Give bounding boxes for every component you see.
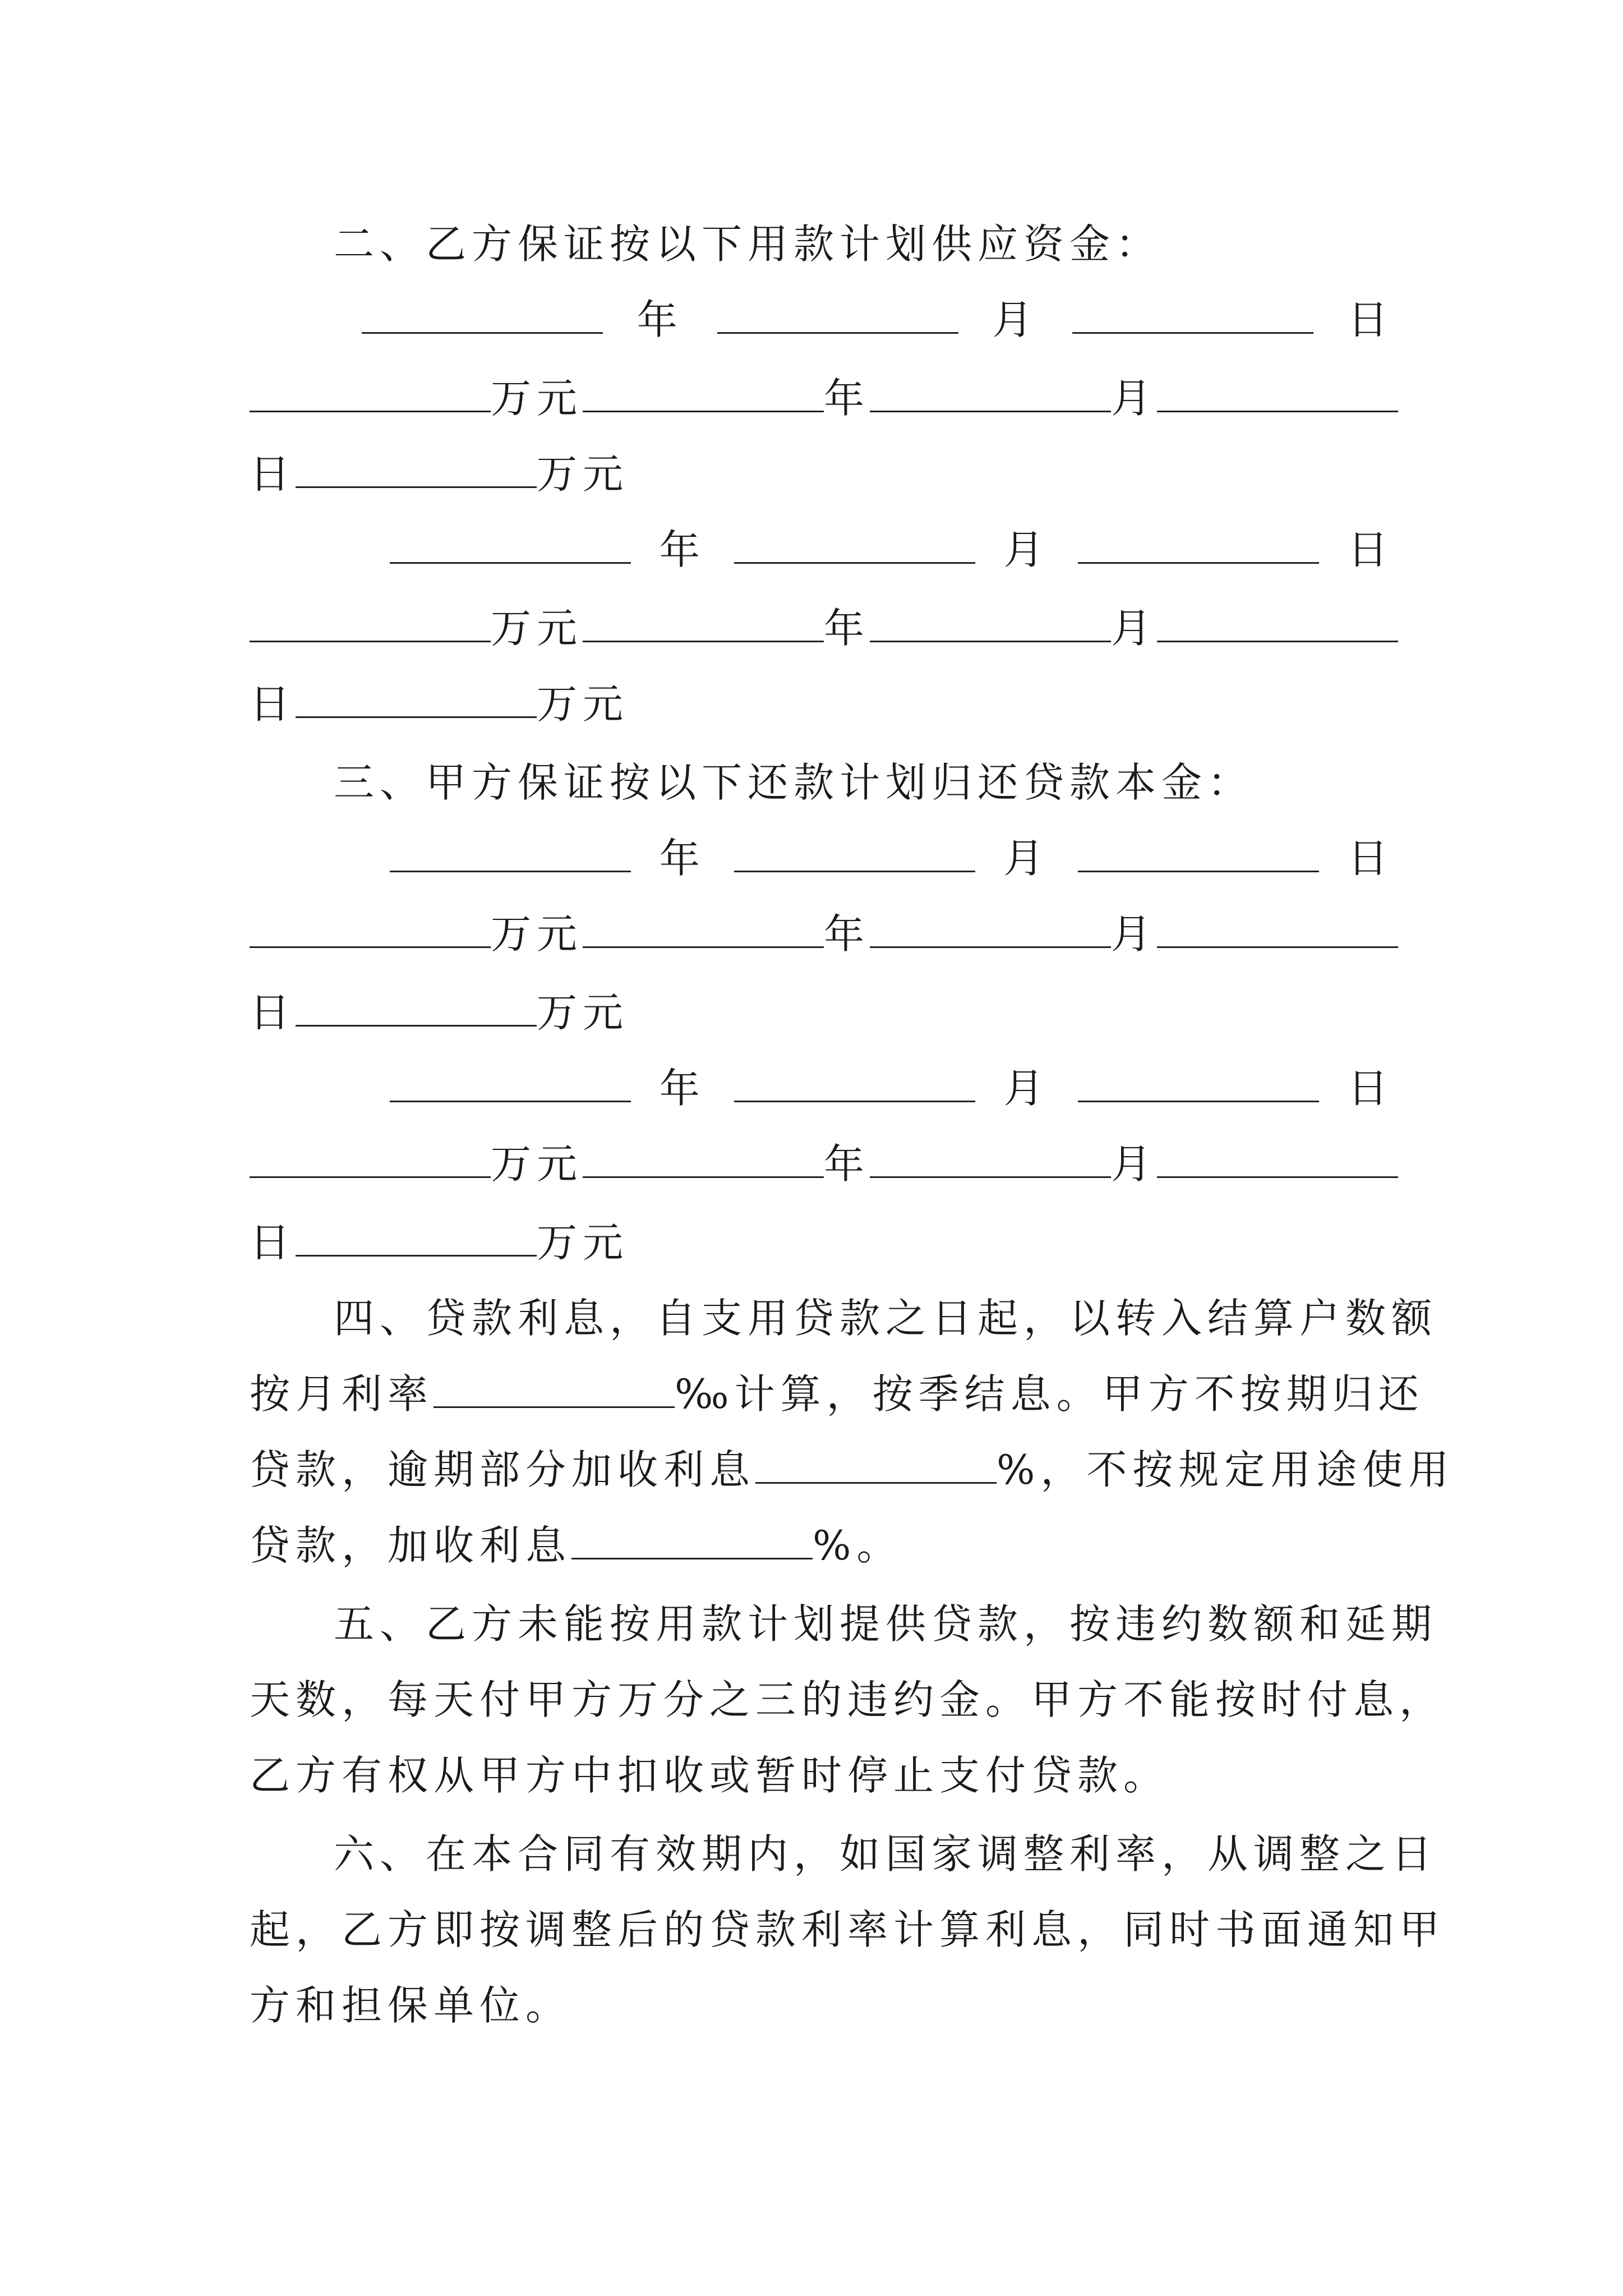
unit-year: 年 <box>824 910 870 958</box>
schedule-row <box>250 443 1394 505</box>
schedule-row <box>250 519 1394 581</box>
unit-day: 日 <box>1347 526 1394 573</box>
unit-month: 月 <box>1003 526 1050 573</box>
schedule-row <box>250 903 1394 965</box>
blank-field[interactable] <box>1157 1142 1398 1178</box>
section-6-text: 六、在本合同有效期内，如国家调整利率，从调整之日 <box>334 1830 1438 1878</box>
unit-year: 年 <box>659 526 706 573</box>
unit-month: 月 <box>1111 1140 1158 1188</box>
section-4-line <box>250 1439 1455 1501</box>
blank-field[interactable] <box>870 1142 1111 1178</box>
section-5-text: 天数，每天付甲方万分之三的违约金。甲方不能按时付息， <box>250 1676 1446 1723</box>
blank-field[interactable] <box>734 1066 975 1102</box>
blank-field[interactable] <box>583 606 824 642</box>
unit-year: 年 <box>824 1140 870 1188</box>
unit-month: 月 <box>1111 910 1158 958</box>
blank-field[interactable] <box>362 297 603 334</box>
blank-field[interactable] <box>390 527 631 564</box>
misuse-interest-field[interactable] <box>571 1523 813 1559</box>
blank-field[interactable] <box>296 452 537 488</box>
unit-month: 月 <box>1003 1065 1050 1112</box>
blank-field[interactable] <box>1072 297 1313 334</box>
section-2-heading-text: 二、乙方保证按以下用款计划供应资金： <box>334 220 1162 268</box>
section-6-line <box>250 1899 1446 1961</box>
schedule-row <box>250 1057 1394 1119</box>
section-6-text: 起，乙方即按调整后的贷款利率计算利息，同时书面通知甲 <box>250 1906 1446 1953</box>
section-4-line <box>250 1363 1424 1425</box>
blank-field[interactable] <box>1157 376 1398 412</box>
unit-day: 日 <box>1347 296 1394 343</box>
blank-field[interactable] <box>250 606 491 642</box>
section-4-line <box>250 1515 1394 1576</box>
unit-wan-yuan: 万元 <box>491 605 583 652</box>
section-5-line <box>250 1593 1478 1655</box>
blank-field[interactable] <box>296 1220 537 1257</box>
schedule-row <box>250 827 1394 889</box>
blank-field[interactable] <box>734 527 975 564</box>
unit-month: 月 <box>1111 375 1158 422</box>
schedule-row <box>250 982 1394 1043</box>
section-3-heading-text: 三、甲方保证按以下还款计划归还贷款本金： <box>334 759 1254 806</box>
unit-wan-yuan: 万元 <box>537 450 629 498</box>
unit-day: 日 <box>250 1219 296 1266</box>
schedule-row <box>250 673 1394 735</box>
blank-field[interactable] <box>1078 836 1319 872</box>
blank-field[interactable] <box>1157 912 1398 948</box>
schedule-row <box>250 1212 1394 1273</box>
blank-field[interactable] <box>870 606 1111 642</box>
blank-field[interactable] <box>296 990 537 1027</box>
unit-wan-yuan: 万元 <box>537 1219 629 1266</box>
unit-day: 日 <box>250 450 296 498</box>
blank-field[interactable] <box>1078 527 1319 564</box>
section-5-text: 乙方有权从甲方中扣收或暂时停止支付贷款。 <box>250 1752 1170 1799</box>
unit-wan-yuan: 万元 <box>491 910 583 958</box>
section-4-text: 贷款，加收利息 <box>250 1522 572 1569</box>
section-4-text: %，不按规定用途使用 <box>997 1446 1455 1493</box>
section-4-text: ‰计算，按季结息。甲方不按期归还 <box>675 1370 1424 1418</box>
section-5-text: 五、乙方未能按用款计划提供贷款，按违约数额和延期 <box>334 1600 1438 1648</box>
unit-year: 年 <box>824 605 870 652</box>
unit-month: 月 <box>1111 605 1158 652</box>
unit-year: 年 <box>637 296 683 343</box>
blank-field[interactable] <box>870 912 1111 948</box>
section-4-text: 按月利率 <box>250 1370 434 1418</box>
unit-year: 年 <box>659 835 706 882</box>
schedule-row <box>250 367 1394 429</box>
blank-field[interactable] <box>390 836 631 872</box>
unit-month: 月 <box>992 296 1039 343</box>
blank-field[interactable] <box>870 376 1111 412</box>
blank-field[interactable] <box>1157 606 1398 642</box>
blank-field[interactable] <box>583 912 824 948</box>
section-4-line <box>250 1287 1478 1349</box>
unit-year: 年 <box>659 1065 706 1112</box>
section-5-line <box>250 1669 1446 1731</box>
blank-field[interactable] <box>583 1142 824 1178</box>
blank-field[interactable] <box>250 376 491 412</box>
unit-year: 年 <box>824 375 870 422</box>
schedule-row <box>250 597 1394 659</box>
section-4-text: 贷款，逾期部分加收利息 <box>250 1446 756 1493</box>
unit-day: 日 <box>1347 1065 1394 1112</box>
blank-field[interactable] <box>717 297 958 334</box>
schedule-row <box>250 1133 1394 1195</box>
section-2-heading <box>250 213 1478 275</box>
unit-wan-yuan: 万元 <box>537 680 629 728</box>
blank-field[interactable] <box>250 912 491 948</box>
section-4-text: %。 <box>813 1522 903 1569</box>
unit-day: 日 <box>250 680 296 728</box>
section-4-text: 四、贷款利息，自支用贷款之日起，以转入结算户数额 <box>334 1295 1438 1342</box>
blank-field[interactable] <box>734 836 975 872</box>
overdue-interest-field[interactable] <box>755 1447 997 1484</box>
monthly-rate-field[interactable] <box>434 1372 675 1408</box>
blank-field[interactable] <box>390 1066 631 1102</box>
section-6-line <box>250 1975 1394 2036</box>
blank-field[interactable] <box>583 376 824 412</box>
blank-field[interactable] <box>1078 1066 1319 1102</box>
blank-field[interactable] <box>250 1142 491 1178</box>
unit-wan-yuan: 万元 <box>537 989 629 1036</box>
unit-wan-yuan: 万元 <box>491 1140 583 1188</box>
schedule-row <box>250 289 1394 351</box>
blank-field[interactable] <box>296 682 537 718</box>
unit-month: 月 <box>1003 835 1050 882</box>
section-6-line <box>250 1823 1478 1885</box>
section-3-heading <box>250 752 1478 813</box>
unit-day: 日 <box>250 989 296 1036</box>
unit-day: 日 <box>1347 835 1394 882</box>
section-5-line <box>250 1745 1394 1806</box>
unit-wan-yuan: 万元 <box>491 375 583 422</box>
section-6-text: 方和担保单位。 <box>250 1982 572 2029</box>
